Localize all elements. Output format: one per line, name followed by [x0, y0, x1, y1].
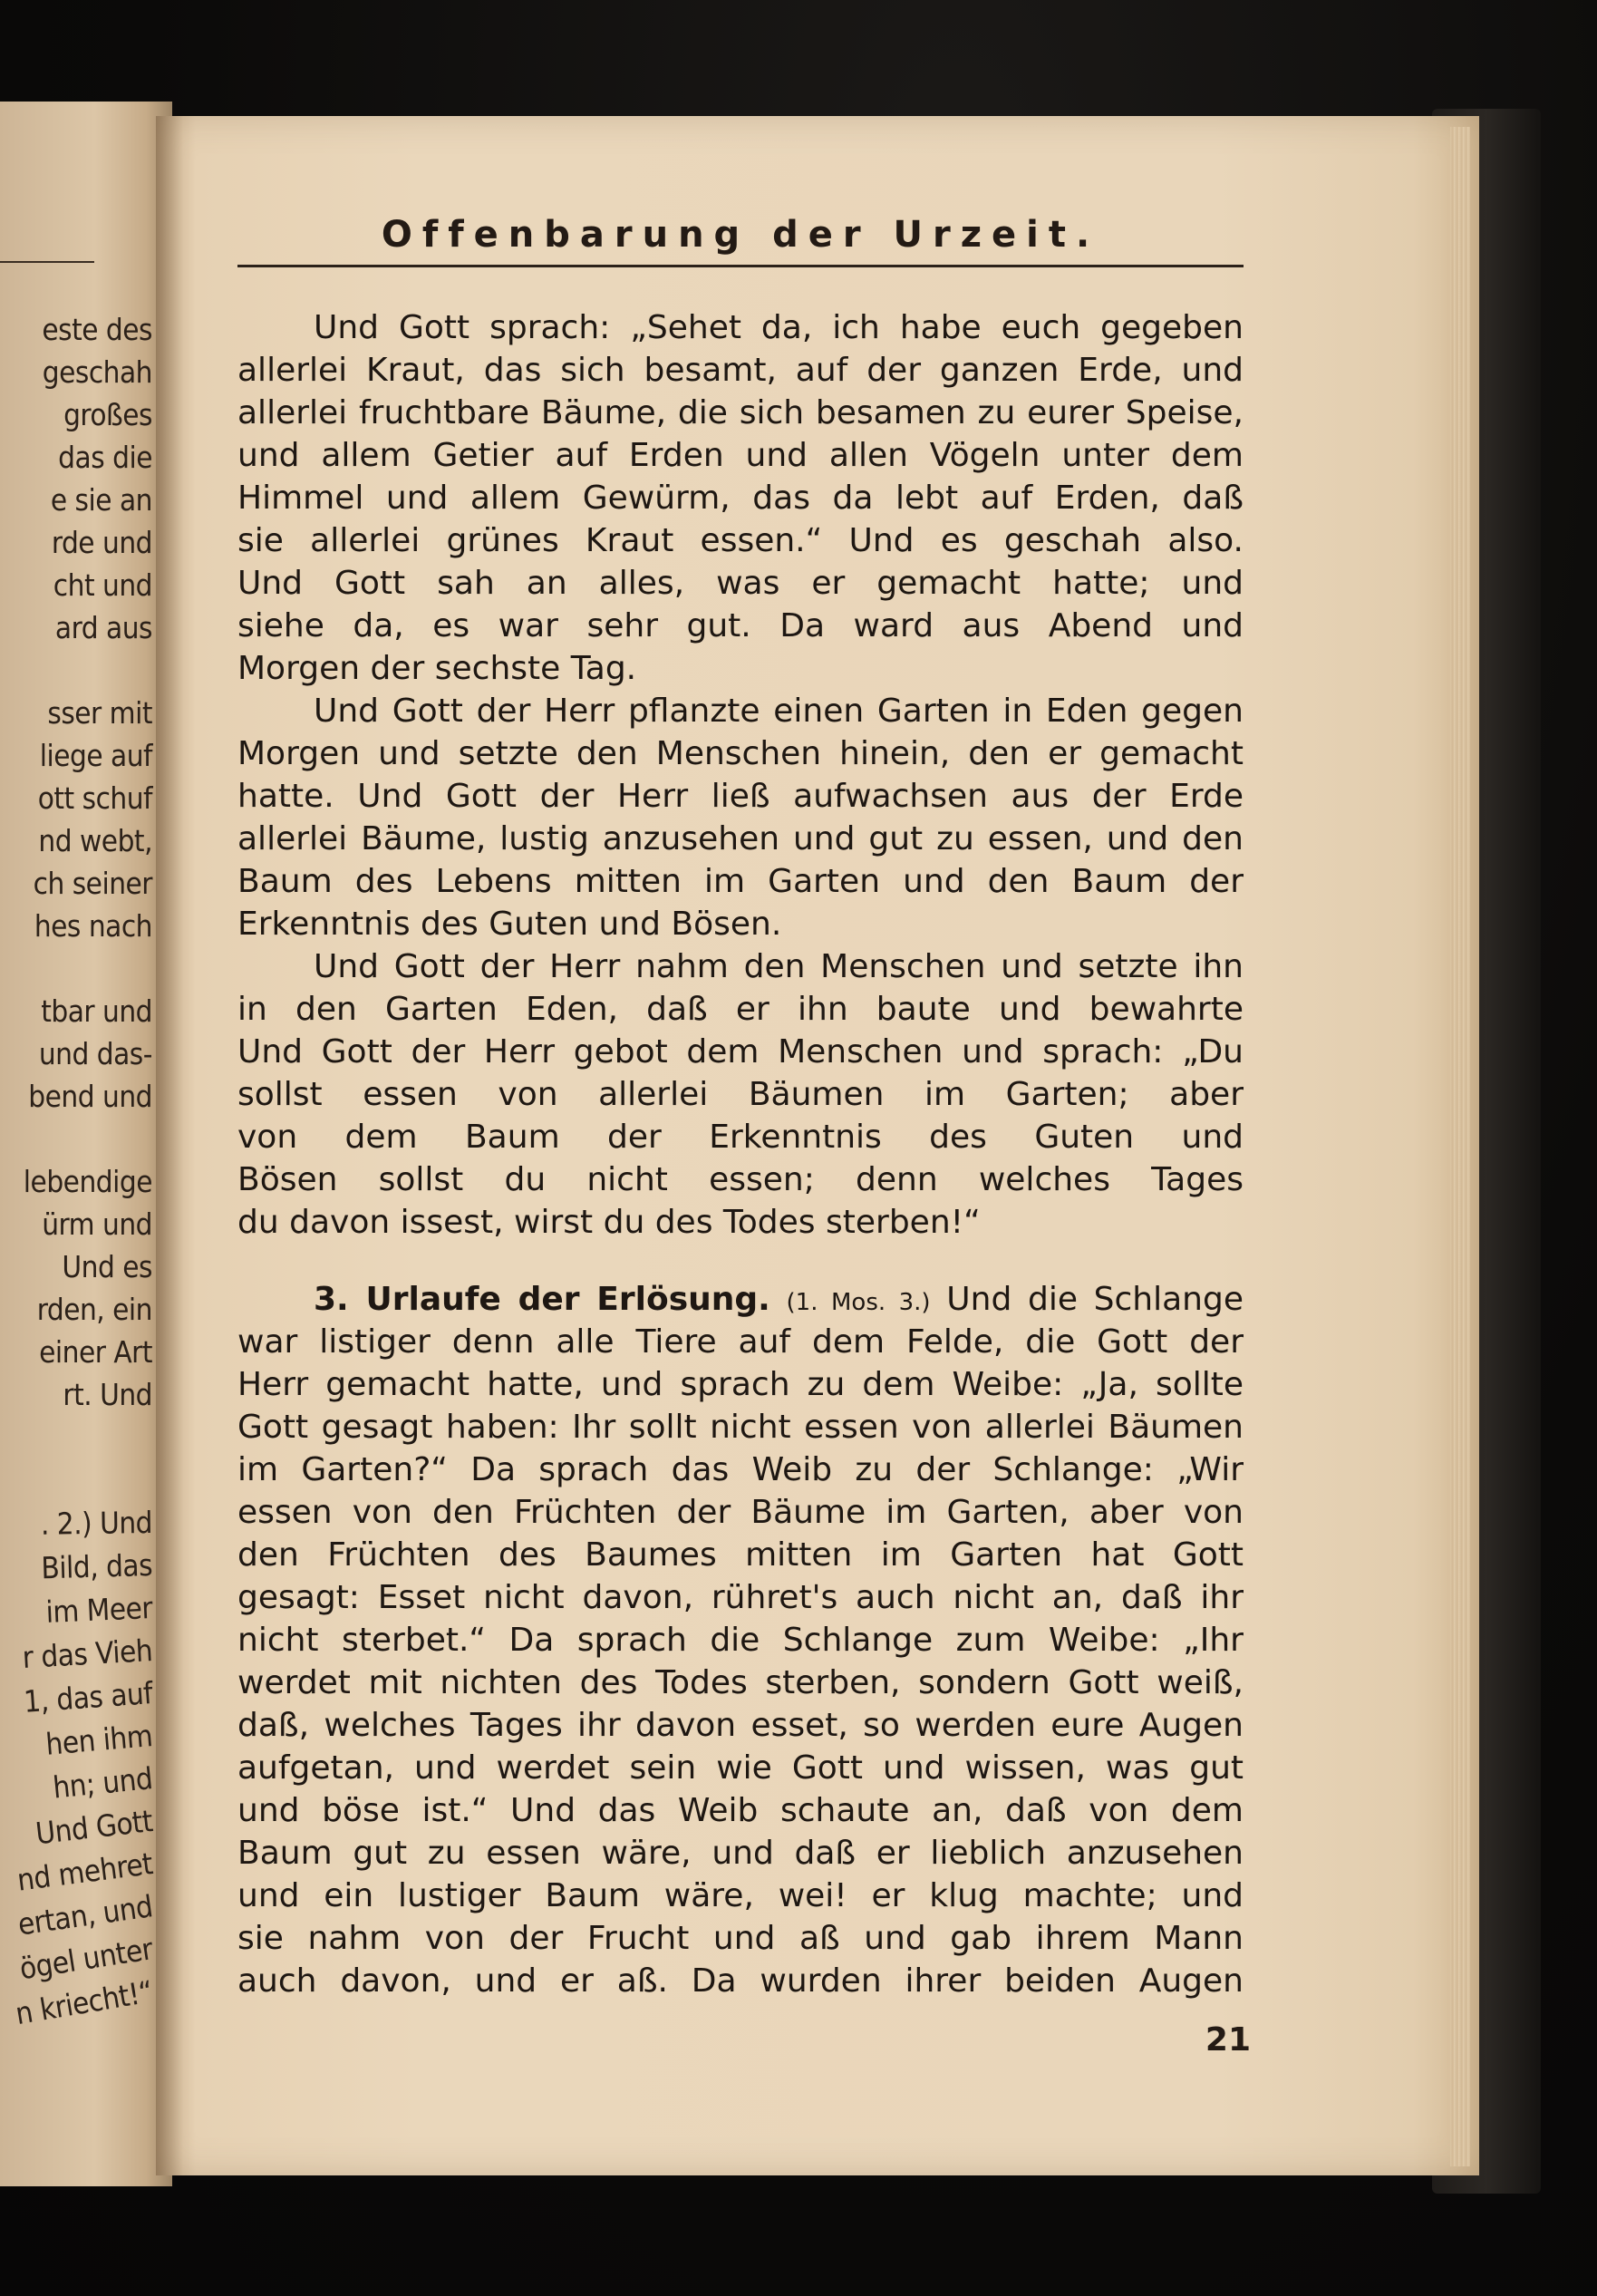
left-page-line: e sie an [50, 482, 152, 518]
text-line: Und Gott der Herr nahm den Menschen und setzte ihn [314, 948, 1244, 985]
left-page-line: nd webt, [38, 823, 152, 858]
text-line: Herr gemacht hatte, und sprach zu dem Weibe: „Ja, sollte [237, 1366, 1244, 1403]
text-line: war listiger denn alle Tiere auf dem Felde, die Gott der [237, 1323, 1244, 1361]
left-page-gap [0, 649, 152, 692]
text-line: Und Gott sprach: „Sehet da, ich habe euch gegeben [314, 309, 1244, 346]
left-page-line: . 2.) Und [40, 1505, 153, 1542]
text-line: Morgen und setzte den Menschen hinein, den er gemacht [237, 735, 1244, 772]
text-line: Und Gott der Herr pflanzte einen Garten in Eden gegen [314, 693, 1244, 730]
left-page-line: rt. Und [63, 1377, 152, 1412]
left-page-line: hen ihm [44, 1718, 154, 1762]
left-page-line: Und Gott [34, 1803, 155, 1852]
page-number: 21 [1205, 2021, 1251, 2059]
text-line: sie allerlei grünes Kraut essen.“ Und es geschah also. [237, 522, 1244, 559]
left-page-line: nd mehret [15, 1846, 155, 1898]
left-page-line: cht und [53, 567, 152, 603]
left-page-line: einer Art [39, 1334, 152, 1370]
text-line: Erkenntnis des Guten und Bösen. [237, 906, 782, 943]
text-line: auch davon, und er aß. Da wurden ihrer beiden Augen [237, 1962, 1244, 2000]
text-line: von dem Baum der Erkenntnis des Guten und [237, 1119, 1244, 1156]
text-line: allerlei fruchtbare Bäume, die sich besamen zu eurer Speise, [237, 394, 1244, 431]
text-line: werdet mit nichten des Todes sterben, sondern Gott weiß, [237, 1664, 1244, 1701]
text-line: in den Garten Eden, daß er ihn baute und bewahrte [237, 991, 1244, 1028]
text-line: nicht sterbet.“ Da sprach die Schlange zum Weibe: „Ihr [237, 1622, 1244, 1659]
left-page-line: sser mit [47, 695, 152, 731]
left-page [0, 102, 172, 2186]
left-page-line: lebendige [23, 1164, 152, 1199]
left-page-line: rden, ein [36, 1292, 152, 1327]
section-title: 3. Urlaufe der Erlösung. [314, 1281, 770, 1318]
left-page-line: ott schuf [37, 780, 152, 816]
left-page-line: n kriecht!“ [13, 1973, 156, 2032]
text-line: essen von den Früchten der Bäume im Garten, aber von [237, 1494, 1244, 1531]
text-line: Gott gesagt haben: Ihr sollt nicht essen von allerlei Bäumen [237, 1409, 1244, 1446]
text-line: im Garten?“ Da sprach das Weib zu der Schlange: „Wir [237, 1451, 1244, 1488]
text-line: Himmel und allem Gewürm, das da lebt auf Erden, daß [237, 480, 1244, 517]
left-page-line: rde und [51, 525, 152, 560]
text-line: hatte. Und Gott der Herr ließ aufwachsen aus der Erde [237, 778, 1244, 815]
left-page-line: Bild, das [40, 1547, 153, 1586]
left-page-text [0, 308, 156, 2032]
left-page-line: 1, das auf [22, 1675, 154, 1720]
page-edge [1450, 127, 1470, 2166]
text-line: und böse ist.“ Und das Weib schaute an, daß von dem [237, 1792, 1244, 1829]
left-page-line: este des [42, 312, 152, 347]
left-page-line: bend und [28, 1079, 152, 1114]
left-page-gap [0, 1118, 152, 1160]
left-page-rule [0, 261, 94, 263]
left-page-line: und das- [38, 1036, 152, 1071]
text-line: allerlei Bäume, lustig anzusehen und gut zu essen, und den [237, 820, 1244, 857]
text-line: daß, welches Tages ihr davon esset, so werden eure Augen [237, 1707, 1244, 1744]
text-line: Und Gott der Herr gebot dem Menschen und sprach: „Du [237, 1033, 1244, 1070]
bible-reference: (1. Mos. 3.) [786, 1289, 931, 1316]
left-page-line: im Meer [44, 1590, 153, 1630]
left-page-line: ard aus [54, 610, 152, 645]
text-line: den Früchten des Baumes mitten im Garten hat Gott [237, 1536, 1244, 1574]
left-page-line: geschah [42, 354, 152, 390]
left-page-gap [0, 947, 152, 990]
text-line: siehe da, es war sehr gut. Da ward aus Abend und [237, 607, 1244, 644]
left-page-line: hes nach [34, 908, 152, 944]
left-page-line: großes [63, 397, 152, 432]
body-text [237, 306, 1244, 2002]
left-page-line: das die [58, 440, 152, 475]
running-head: Offenbarung der Urzeit. [381, 214, 1100, 256]
text-line: und allem Getier auf Erden und allen Vögeln unter dem [237, 437, 1244, 474]
text-line: aufgetan, und werdet sein wie Gott und wissen, was gut [237, 1749, 1244, 1787]
text-line: du davon issest, wirst du des Todes sterben!“ [237, 1204, 981, 1241]
text-line: Und Gott sah an alles, was er gemacht hatte; und [237, 565, 1244, 602]
text-line: allerlei Kraut, das sich besamt, auf der ganzen Erde, und [237, 352, 1244, 389]
left-page-line: ch seiner [33, 866, 152, 901]
section-heading-line [237, 1278, 1244, 1321]
text-line: Bösen sollst du nicht essen; denn welches Tages [237, 1161, 1244, 1198]
text-line: Morgen der sechste Tag. [237, 650, 637, 687]
text-fragment: Und die Schlange [946, 1281, 1244, 1318]
left-page-line: hn; und [51, 1760, 154, 1806]
left-page-gap [0, 1416, 152, 1458]
left-page-line: liege auf [39, 738, 152, 773]
left-page-line: tbar und [41, 993, 152, 1029]
left-page-line: ögel unter [17, 1931, 155, 1987]
left-page-gap [0, 1458, 152, 1501]
text-line: und ein lustiger Baum wäre, wei! er klug machte; und [237, 1877, 1244, 1914]
running-head-rule [237, 265, 1244, 267]
left-page-line: ürm und [42, 1206, 152, 1242]
text-line: gesagt: Esset nicht davon, rühret's auch nicht an, daß ihr [237, 1579, 1244, 1616]
left-page-line: Und es [62, 1249, 152, 1284]
left-page-line: r das Vieh [21, 1632, 154, 1675]
left-page-line: ertan, und [15, 1888, 155, 1942]
text-line: sollst essen von allerlei Bäumen im Garten; aber [237, 1076, 1244, 1113]
text-line: Baum gut zu essen wäre, und daß er lieblich anzusehen [237, 1835, 1244, 1872]
text-line: Baum des Lebens mitten im Garten und den Baum der [237, 863, 1244, 900]
text-line: sie nahm von der Frucht und aß und gab ihrem Mann [237, 1920, 1244, 1957]
spine-shadow [156, 116, 183, 2175]
